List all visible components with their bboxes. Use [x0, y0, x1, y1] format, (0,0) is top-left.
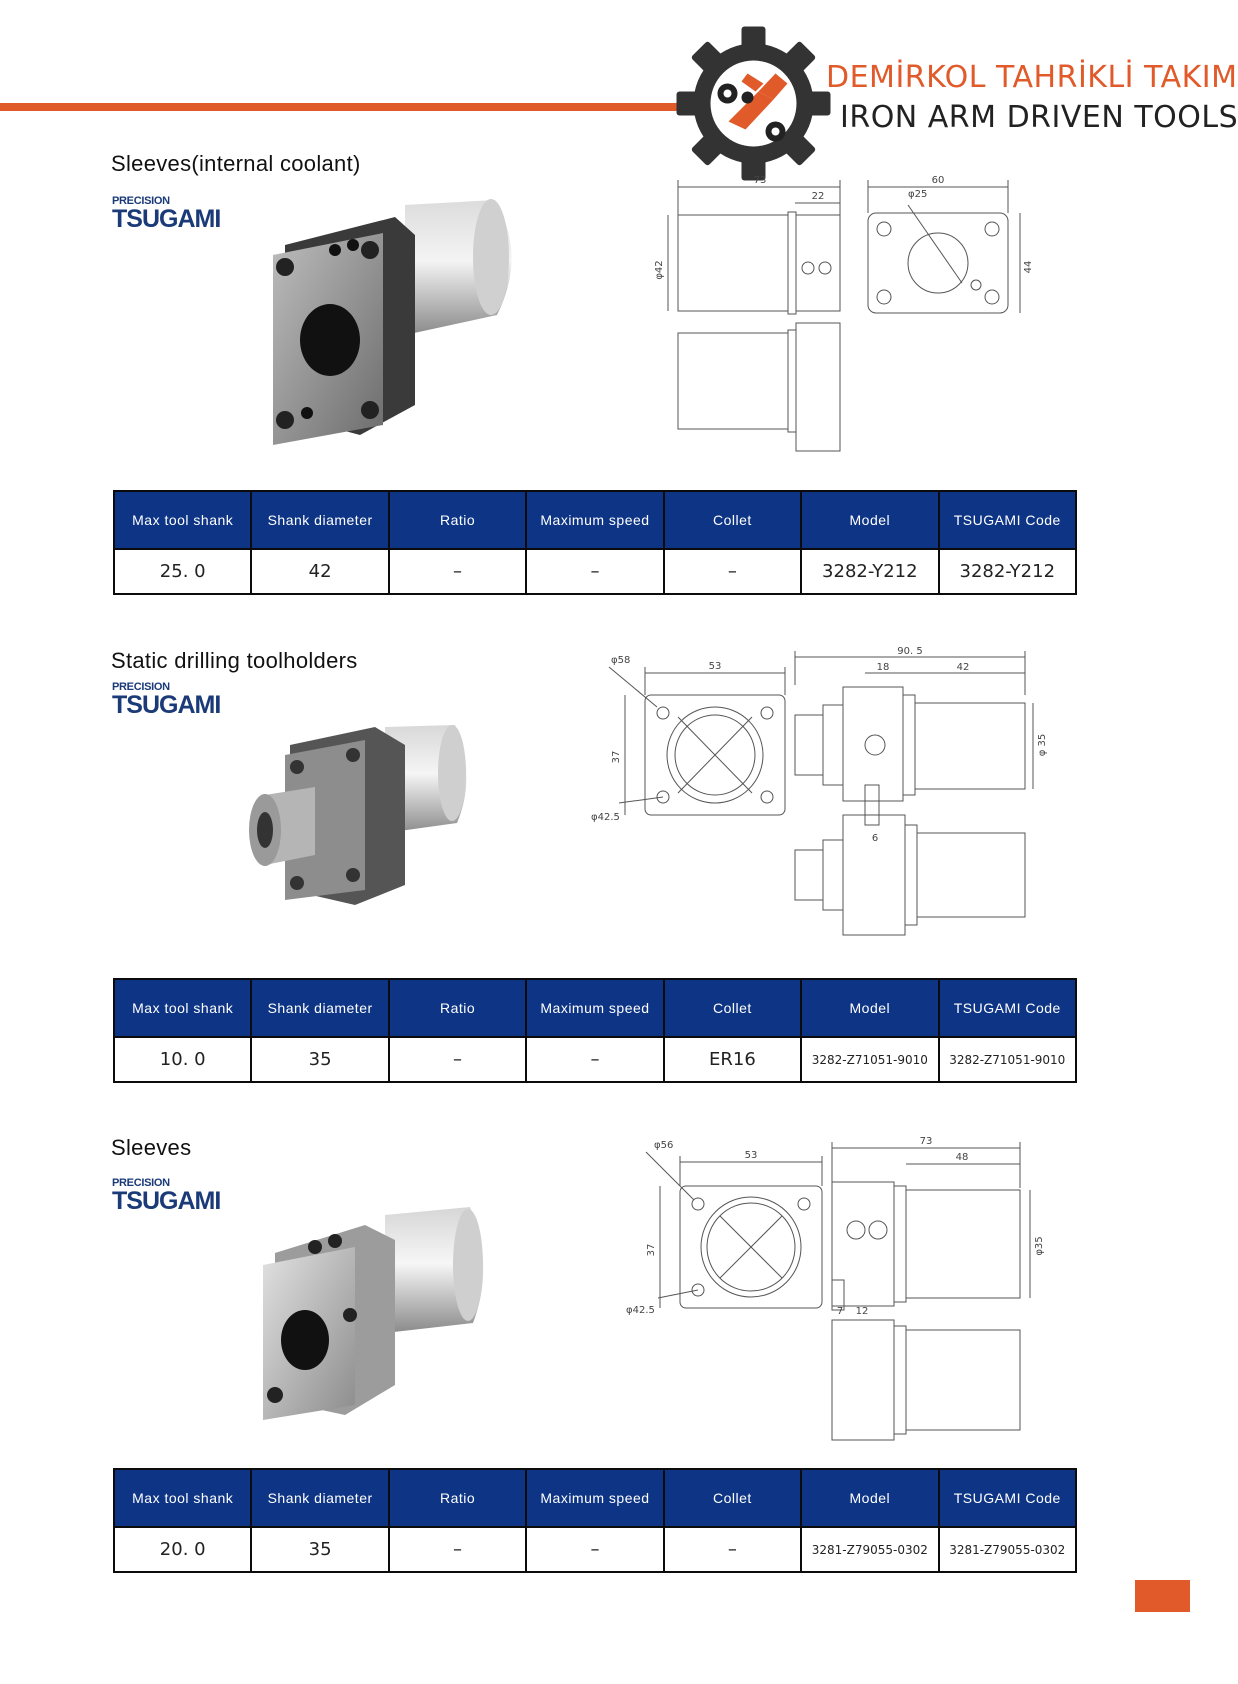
dim-label: 37 — [611, 750, 622, 764]
dim-label: 90. 5 — [897, 646, 923, 657]
cell-tsugami-code: 3281-Z79055-0302 — [939, 1527, 1076, 1572]
cell-model: 3281-Z79055-0302 — [801, 1527, 938, 1572]
cell-tsugami-code: 3282-Z71051-9010 — [939, 1037, 1076, 1082]
dim-label: 73 — [919, 1136, 933, 1147]
dim-label: 18 — [876, 662, 890, 673]
col-maximum-speed: Maximum speed — [526, 979, 663, 1037]
table-row — [114, 1037, 1076, 1082]
page-corner-accent — [1135, 1580, 1190, 1612]
table-row — [114, 1527, 1076, 1572]
section-title: Sleeves — [111, 1135, 192, 1160]
table-header-row — [114, 491, 1076, 549]
table-header-row — [114, 1469, 1076, 1527]
col-max-tool-shank: Max tool shank — [114, 1469, 251, 1527]
dim-label: 37 — [646, 1243, 657, 1257]
col-shank-diameter: Shank diameter — [251, 1469, 388, 1527]
dim-label: 60 — [931, 175, 945, 186]
tsugami-name: TSUGAMI — [112, 691, 221, 719]
tsugami-name: TSUGAMI — [112, 1187, 221, 1215]
tsugami-name: TSUGAMI — [112, 205, 221, 233]
col-model: Model — [801, 979, 938, 1037]
spec-table — [113, 490, 1077, 595]
section-title: Static drilling toolholders — [111, 648, 358, 673]
dim-label: 44 — [1023, 260, 1034, 274]
tsugami-logo — [112, 1178, 220, 1213]
dim-label: 6 — [871, 833, 879, 844]
cell-collet: ER16 — [664, 1037, 801, 1082]
col-collet: Collet — [664, 979, 801, 1037]
col-shank-diameter: Shank diameter — [251, 491, 388, 549]
dim-label: φ 35 — [1037, 733, 1048, 757]
cell-model: 3282-Y212 — [801, 549, 938, 594]
col-collet: Collet — [664, 491, 801, 549]
col-ratio: Ratio — [389, 491, 526, 549]
cell-model: 3282-Z71051-9010 — [801, 1037, 938, 1082]
dim-label: 48 — [955, 1152, 969, 1163]
cell-shank-diameter: 35 — [251, 1527, 388, 1572]
tsugami-pre: PRECISION — [112, 681, 170, 693]
dim-label: 53 — [708, 661, 722, 672]
cell-maximum-speed: – — [526, 1037, 663, 1082]
cell-max-tool-shank: 10. 0 — [114, 1037, 251, 1082]
dim-label: 7 — [836, 1306, 844, 1317]
spec-table — [113, 1468, 1077, 1573]
cell-maximum-speed: – — [526, 1527, 663, 1572]
col-shank-diameter: Shank diameter — [251, 979, 388, 1037]
static-drilling-photo — [245, 715, 485, 925]
col-maximum-speed: Maximum speed — [526, 1469, 663, 1527]
col-model: Model — [801, 1469, 938, 1527]
dim-label: φ25 — [908, 189, 928, 200]
dim-label: φ58 — [611, 655, 631, 666]
table-header-row — [114, 979, 1076, 1037]
col-ratio: Ratio — [389, 979, 526, 1037]
tsugami-pre: PRECISION — [112, 195, 170, 207]
col-max-tool-shank: Max tool shank — [114, 491, 251, 549]
dim-label: φ42 — [654, 260, 665, 280]
section-title: Sleeves(internal coolant) — [111, 151, 361, 176]
cell-collet: – — [664, 1527, 801, 1572]
gear-logo-icon — [676, 26, 831, 181]
spec-table — [113, 978, 1077, 1083]
dim-label: φ42.5 — [591, 812, 620, 823]
brand-name-en: IRON ARM DRIVEN TOOLS — [840, 100, 1238, 135]
header-accent-line — [0, 103, 680, 111]
brand-name-tr: DEMİRKOL TAHRİKLİ TAKIM — [826, 60, 1238, 95]
sleeve-coolant-photo — [265, 195, 535, 465]
sleeve-drawing — [610, 1130, 1060, 1450]
tsugami-logo — [112, 196, 220, 231]
cell-ratio: – — [389, 1037, 526, 1082]
dim-label: 22 — [811, 191, 825, 202]
cell-shank-diameter: 35 — [251, 1037, 388, 1082]
sleeve-photo — [255, 1195, 505, 1425]
cell-tsugami-code: 3282-Y212 — [939, 549, 1076, 594]
tsugami-logo — [112, 682, 220, 717]
col-maximum-speed: Maximum speed — [526, 491, 663, 549]
cell-max-tool-shank: 20. 0 — [114, 1527, 251, 1572]
dim-label: φ56 — [654, 1140, 674, 1151]
tsugami-pre: PRECISION — [112, 1177, 170, 1189]
dim-label: 12 — [855, 1306, 869, 1317]
dim-label: φ35 — [1034, 1236, 1045, 1256]
sleeve-coolant-drawing — [640, 175, 1040, 475]
col-tsugami-code: TSUGAMI Code — [939, 979, 1076, 1037]
col-ratio: Ratio — [389, 1469, 526, 1527]
cell-shank-diameter: 42 — [251, 549, 388, 594]
cell-ratio: – — [389, 549, 526, 594]
col-tsugami-code: TSUGAMI Code — [939, 491, 1076, 549]
col-model: Model — [801, 491, 938, 549]
cell-ratio: – — [389, 1527, 526, 1572]
cell-max-tool-shank: 25. 0 — [114, 549, 251, 594]
cell-collet: – — [664, 549, 801, 594]
col-collet: Collet — [664, 1469, 801, 1527]
col-max-tool-shank: Max tool shank — [114, 979, 251, 1037]
table-row — [114, 549, 1076, 594]
cell-maximum-speed: – — [526, 549, 663, 594]
dim-label: 42 — [956, 662, 970, 673]
dim-label: 53 — [744, 1150, 758, 1161]
dim-label: φ42.5 — [626, 1305, 655, 1316]
dim-label: 73 — [753, 175, 767, 186]
static-drilling-drawing — [585, 645, 1055, 955]
col-tsugami-code: TSUGAMI Code — [939, 1469, 1076, 1527]
